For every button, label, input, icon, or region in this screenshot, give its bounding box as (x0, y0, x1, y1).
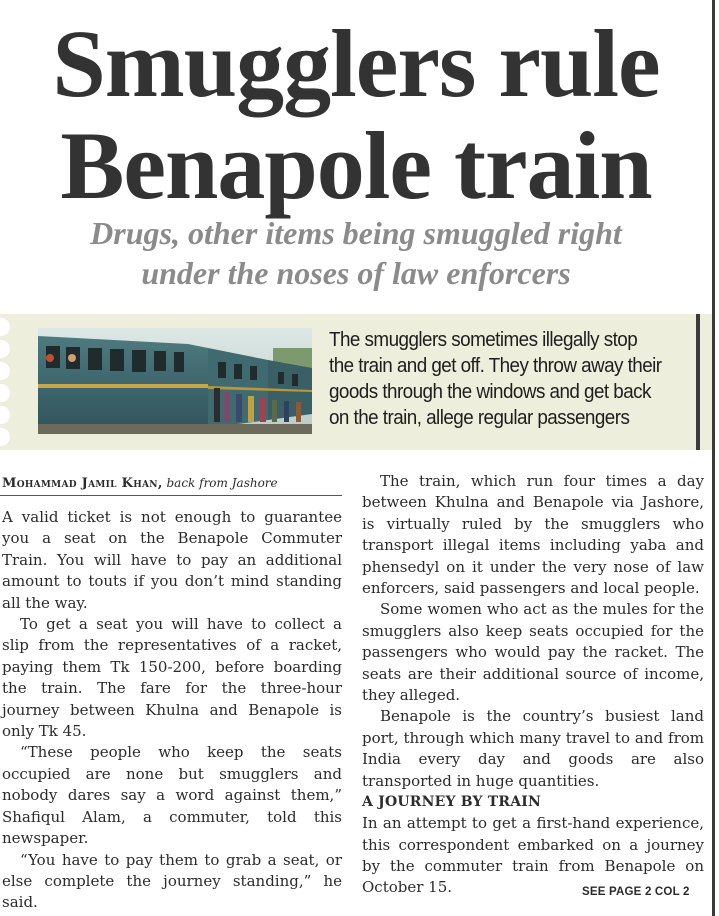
article-column-1 (2, 507, 342, 914)
deck-line-1: Drugs, other items being smuggled right (90, 215, 622, 251)
headline-line-1: Smugglers rule (52, 10, 660, 117)
deck-line-2: under the noses of law enforcers (141, 255, 571, 291)
byline-rule (0, 495, 342, 496)
scallop-edge (0, 340, 10, 358)
section-subhead: A JOURNEY BY TRAIN (362, 794, 542, 811)
page-right-rule (712, 0, 715, 916)
article-column-2 (362, 471, 704, 899)
byline-author: Mohammad Jamil Khan, (2, 476, 163, 491)
jump-line: SEE PAGE 2 COL 2 (582, 886, 690, 898)
paragraph: Benapole is the country’s busiest land port, through which many travel to and from India every day and goods are also transported in huge quantities. (362, 707, 704, 790)
train-photo (38, 328, 312, 434)
callout-quote: The smugglers sometimes illegally stop the train and get off. They throw away their goods through the windows and get back on the train, allege regular passengers (329, 328, 662, 429)
paragraph: To get a seat you will have to collect a slip from the representatives of a racket, paying them Tk 150-200, before boarding the train. The fare for the three-hour journey between Khulna and Benapole is only Tk 45. (2, 615, 342, 741)
scallop-edge (0, 362, 10, 380)
paragraph: “These people who keep the seats occupied are none but smugglers and nobody dares say a word against them,” Shafiqul Alam, a commuter, told this newspaper. (2, 743, 342, 848)
scallop-edge (0, 406, 10, 424)
callout-rule (696, 314, 700, 450)
paragraph: A valid ticket is not enough to guarantee you a seat on the Benapole Commuter Train. You will have to pay an additional amount to touts if you don’t mind standing all the way. (2, 508, 342, 612)
scallop-edge (0, 428, 10, 446)
paragraph: “You have to pay them to grab a seat, or else complete the journey standing,” he said. (2, 850, 342, 912)
paragraph: The train, which run four times a day between Khulna and Benapole via Jashore, is virtually ruled by the smugglers who transport illegal items including yaba and phensedyl on it under the very nose of law enforcers, said passengers and local people. (362, 472, 704, 598)
paragraph: In an attempt to get a first-hand experience, this correspondent embarked on a journey by the commuter train from Benapole on October 15. (362, 814, 704, 897)
byline-location: back from Jashore (166, 476, 278, 490)
headline-line-2: Benapole train (60, 112, 652, 219)
scallop-edge (0, 384, 10, 402)
scallop-edge (0, 318, 10, 336)
byline (2, 475, 278, 492)
paragraph: Some women who act as the mules for the smugglers also keep seats occupied for the passengers who would pay the racket. The seats are their additional source of income, they alleged. (362, 600, 704, 705)
